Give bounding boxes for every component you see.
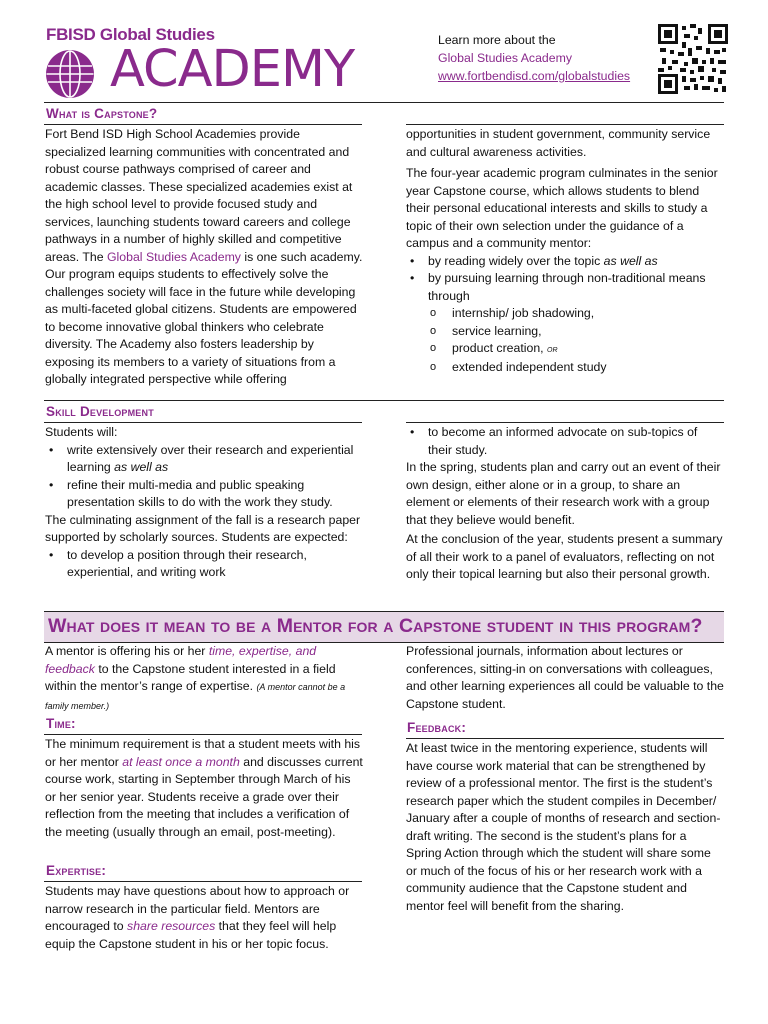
- students-will-label: Students will:: [45, 425, 118, 439]
- list-item: • refine their multi-media and public speaking presentation skills to do with the work they study.: [45, 477, 363, 512]
- bullet-emphasis: as well as: [114, 460, 169, 474]
- rule-feedback: [406, 738, 724, 739]
- rule-skill-left: [44, 422, 362, 423]
- brand-academy-word: ACADEMY: [110, 40, 355, 99]
- learn-more-academy: Global Studies Academy: [438, 51, 572, 65]
- skill-left-column: [45, 424, 363, 582]
- list-item: • to develop a position through their research, experiential, and writing work: [45, 547, 363, 582]
- capstone-right-column: [406, 126, 724, 376]
- rule-expertise: [44, 881, 362, 882]
- mentor-intro-emphasis: time, expertise, and feedback: [45, 644, 317, 676]
- capstone-intro-paragraph: [45, 126, 363, 389]
- rule-skill-right: [406, 422, 724, 423]
- skill-right-column: [406, 424, 724, 584]
- capstone-opportunities-text: opportunities in student government, community service and cultural awareness activities.: [406, 127, 711, 159]
- list-item: o extended independent study: [406, 359, 724, 377]
- list-item: [45, 442, 363, 477]
- list-item: o service learning,: [406, 323, 724, 341]
- mentor-intro-paragraph: [45, 643, 363, 715]
- skill-heading: Skill Development: [46, 404, 154, 419]
- feedback-text-block: [406, 740, 724, 915]
- qr-code-icon[interactable]: [658, 24, 728, 94]
- sub-bullet-emphasis: or: [547, 344, 558, 355]
- capstone-sub-bullets: [406, 305, 724, 376]
- expertise-emphasis: share resources: [127, 919, 216, 933]
- mentor-family-note: (A mentor cannot be a family member.): [45, 682, 346, 711]
- time-paragraph: [45, 736, 363, 841]
- mentor-intro-text-2: to the Capstone student interested in a field within the mentor’s range of expertise.: [45, 661, 336, 693]
- skill-right-bullets: [406, 424, 724, 459]
- rule-capstone-left: [44, 124, 362, 125]
- capstone-intro-text-2: is one such academy. Our program equips students to effectively solve the challenges society will face in the future while developing as multi-faceted global citizens. Students are empowered to become innovative global thinkers who celebrate diversity. The Academy also fosters leadership by exposing its members to a variety of situations from a globally integrated perspective while offering: [45, 249, 363, 386]
- expertise-text-2: that they feel will help equip the Capstone student in his or her topic focus.: [45, 919, 337, 951]
- academy-website-link[interactable]: www.fortbendisd.com/globalstudies: [438, 69, 631, 83]
- rule-skill: [44, 400, 724, 401]
- professional-resources-text: Professional journals, information about lectures or conferences, sitting-in on conversations with colleagues, and other learning experiences all could be valuable to the Capstone student.: [406, 644, 724, 711]
- bullet-emphasis: as well as: [603, 253, 658, 268]
- academy-name-link: Global Studies Academy: [106, 249, 241, 264]
- rule-time: [44, 734, 362, 735]
- feedback-heading: Feedback:: [407, 720, 467, 735]
- expertise-text-block: [45, 883, 363, 953]
- spring-event-text: In the spring, students plan and carry out an event of their own design, either alone or in a group, to share an element or elements of their research work with a group that they believe would benefit.: [406, 460, 721, 527]
- capstone-bullets: [406, 253, 724, 306]
- skill-bullets: [45, 442, 363, 512]
- capstone-heading: What is Capstone?: [46, 106, 158, 121]
- learn-more-block: [438, 31, 653, 85]
- mentor-intro-text: A mentor is offering his or her: [45, 644, 209, 658]
- capstone-program-text: The four-year academic program culminates in the senior year Capstone course, which allows students to blend their personal educational interests and skills to study a topic of their own selection under the guidance of a campus and a community mentor:: [406, 166, 718, 250]
- mentor-left-column: [45, 643, 363, 715]
- bullet-text: by reading widely over the topic: [428, 253, 604, 268]
- rule-capstone: [44, 102, 724, 103]
- fall-assignment-text: The culminating assignment of the fall is a research paper supported by scholarly sources. Students are expected:: [45, 512, 361, 544]
- time-text-2: and discusses current course work, starting in September through March of his or her senior year. Students receive a grade over their reflection from the meeting that includes a verification of the meeting (usually through an email, post-meeting).: [45, 754, 363, 839]
- year-conclusion-text: At the conclusion of the year, students present a summary of all their work to a panel of evaluators, reflecting on not only their topical learning but also their personal growth.: [406, 532, 723, 581]
- time-emphasis: at least once a month: [122, 754, 240, 769]
- time-heading: Time:: [46, 716, 76, 731]
- expertise-paragraph: [45, 883, 363, 953]
- time-text-block: [45, 736, 363, 841]
- mentor-right-column: [406, 643, 724, 713]
- list-item: [406, 253, 724, 271]
- list-item: o internship/ job shadowing,: [406, 305, 724, 323]
- expertise-heading: Expertise:: [46, 863, 107, 878]
- bullet-text: write extensively over their research and experiential learning: [67, 442, 354, 474]
- capstone-intro-text: Fort Bend ISD High School Academies provide specialized learning communities with concentrated and robust course pathways comprised of career and academic classes. These specialized academies exist at the high school level to provide focused study and services, launching students toward careers and college pathways in a number of highly skilled and competitive areas. The: [45, 127, 353, 264]
- mentor-banner-title: What does it mean to be a Mentor for a Capstone student in this program?: [48, 615, 703, 637]
- skill-expected-bullets: [45, 547, 363, 582]
- rule-capstone-right: [406, 124, 724, 125]
- list-item: • by pursuing learning through non-traditional means through: [406, 270, 724, 305]
- time-text: The minimum requirement is that a student meets with his or her mentor: [45, 737, 361, 769]
- expertise-text: Students may have questions about how to approach or narrow research in the particular field. Mentors are encouraged to: [45, 884, 350, 933]
- sub-bullet-text: product creation,: [452, 341, 548, 355]
- globe-logo-icon: [44, 48, 96, 100]
- feedback-paragraph: At least twice in the mentoring experience, students will have course work material that can be strengthened by review of a professional mentor. The first is the student’s research paper which the student compiles in December/ January after a couple of months of research and section-draft writing. The second is the student’s plans for a Spring Action through which the student will share some or much of the focus of his or her research work with a community audience that the Capstone student and mentor feel will benefit from the sharing.: [406, 741, 721, 913]
- list-item: [406, 340, 724, 359]
- brand-title: FBISD Global Studies: [46, 25, 215, 44]
- list-item: • to become an informed advocate on sub-topics of their study.: [406, 424, 724, 459]
- capstone-left-column: [45, 126, 363, 389]
- learn-more-label: Learn more about the: [438, 33, 556, 47]
